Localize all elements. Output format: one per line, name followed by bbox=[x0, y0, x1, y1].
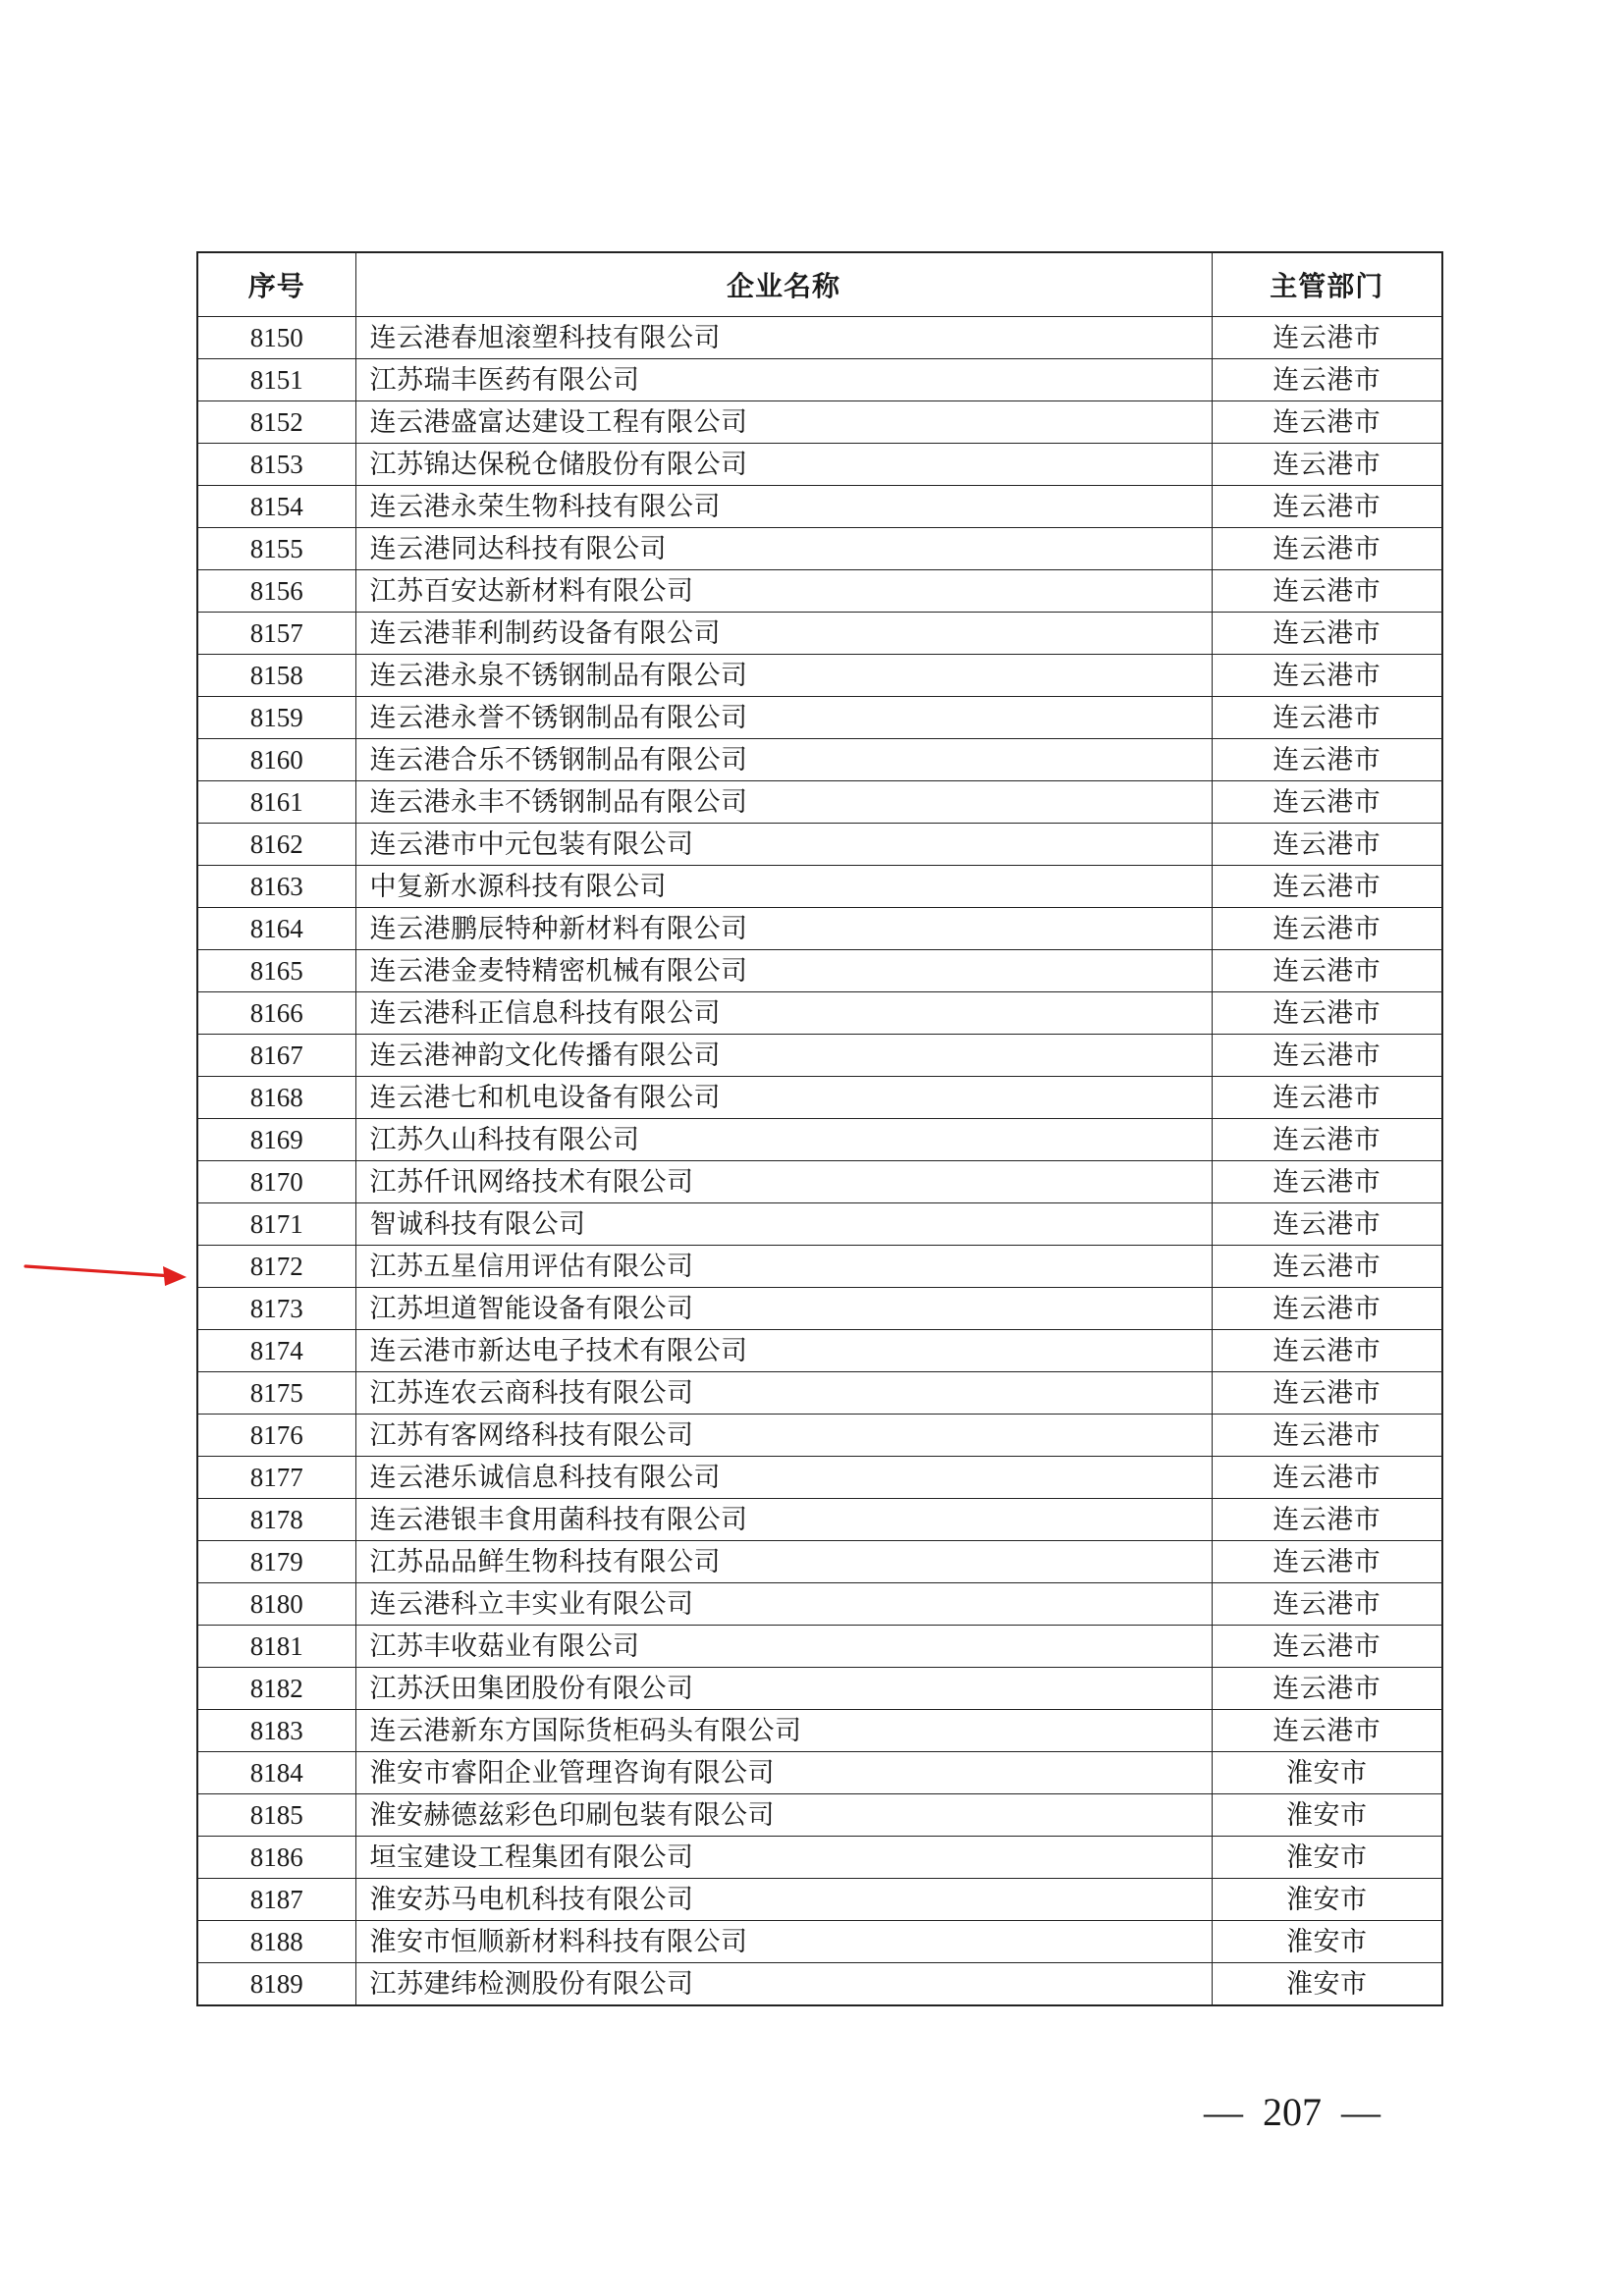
serial-number-cell: 8187 bbox=[197, 1879, 355, 1921]
enterprise-name-cell: 连云港永丰不锈钢制品有限公司 bbox=[355, 781, 1212, 824]
department-cell: 连云港市 bbox=[1212, 401, 1442, 444]
serial-number-cell: 8159 bbox=[197, 697, 355, 739]
enterprise-name-cell: 连云港盛富达建设工程有限公司 bbox=[355, 401, 1212, 444]
enterprise-name-cell: 江苏沃田集团股份有限公司 bbox=[355, 1668, 1212, 1710]
table-row bbox=[197, 1668, 1442, 1710]
serial-number-cell: 8161 bbox=[197, 781, 355, 824]
department-cell: 连云港市 bbox=[1212, 613, 1442, 655]
department-cell: 连云港市 bbox=[1212, 950, 1442, 992]
header-row bbox=[197, 252, 1442, 317]
table-row bbox=[197, 739, 1442, 781]
serial-number-cell: 8153 bbox=[197, 444, 355, 486]
header-department: 主管部门 bbox=[1212, 252, 1442, 317]
enterprise-name-cell: 连云港市新达电子技术有限公司 bbox=[355, 1330, 1212, 1372]
serial-number-cell: 8156 bbox=[197, 570, 355, 613]
serial-number-cell: 8183 bbox=[197, 1710, 355, 1752]
serial-number-cell: 8154 bbox=[197, 486, 355, 528]
serial-number-cell: 8185 bbox=[197, 1794, 355, 1837]
serial-number-cell: 8175 bbox=[197, 1372, 355, 1415]
table-row bbox=[197, 1119, 1442, 1161]
department-cell: 连云港市 bbox=[1212, 824, 1442, 866]
enterprise-name-cell: 连云港七和机电设备有限公司 bbox=[355, 1077, 1212, 1119]
enterprise-name-cell: 江苏久山科技有限公司 bbox=[355, 1119, 1212, 1161]
department-cell: 淮安市 bbox=[1212, 1963, 1442, 2006]
page-number: — 207 — bbox=[1204, 2090, 1380, 2134]
serial-number-cell: 8184 bbox=[197, 1752, 355, 1794]
serial-number-cell: 8172 bbox=[197, 1246, 355, 1288]
table-row bbox=[197, 824, 1442, 866]
table-body bbox=[197, 317, 1442, 2006]
department-cell: 连云港市 bbox=[1212, 1288, 1442, 1330]
department-cell: 连云港市 bbox=[1212, 1541, 1442, 1583]
serial-number-cell: 8178 bbox=[197, 1499, 355, 1541]
serial-number-cell: 8166 bbox=[197, 992, 355, 1035]
department-cell: 连云港市 bbox=[1212, 317, 1442, 359]
department-cell: 连云港市 bbox=[1212, 992, 1442, 1035]
enterprise-name-cell: 垣宝建设工程集团有限公司 bbox=[355, 1837, 1212, 1879]
serial-number-cell: 8188 bbox=[197, 1921, 355, 1963]
serial-number-cell: 8150 bbox=[197, 317, 355, 359]
serial-number-cell: 8180 bbox=[197, 1583, 355, 1626]
table-row bbox=[197, 1794, 1442, 1837]
department-cell: 连云港市 bbox=[1212, 486, 1442, 528]
serial-number-cell: 8186 bbox=[197, 1837, 355, 1879]
table-row bbox=[197, 1246, 1442, 1288]
department-cell: 连云港市 bbox=[1212, 655, 1442, 697]
enterprise-name-cell: 连云港合乐不锈钢制品有限公司 bbox=[355, 739, 1212, 781]
table-row bbox=[197, 1921, 1442, 1963]
enterprise-name-cell: 淮安赫德兹彩色印刷包装有限公司 bbox=[355, 1794, 1212, 1837]
department-cell: 连云港市 bbox=[1212, 1330, 1442, 1372]
enterprise-name-cell: 连云港科立丰实业有限公司 bbox=[355, 1583, 1212, 1626]
department-cell: 连云港市 bbox=[1212, 1119, 1442, 1161]
header-enterprise-name: 企业名称 bbox=[355, 252, 1212, 317]
department-cell: 连云港市 bbox=[1212, 1077, 1442, 1119]
enterprise-name-cell: 江苏百安达新材料有限公司 bbox=[355, 570, 1212, 613]
table-row bbox=[197, 1583, 1442, 1626]
table-row bbox=[197, 697, 1442, 739]
serial-number-cell: 8165 bbox=[197, 950, 355, 992]
enterprise-name-cell: 连云港同达科技有限公司 bbox=[355, 528, 1212, 570]
department-cell: 连云港市 bbox=[1212, 739, 1442, 781]
serial-number-cell: 8177 bbox=[197, 1457, 355, 1499]
table-row bbox=[197, 1077, 1442, 1119]
enterprise-name-cell: 江苏瑞丰医药有限公司 bbox=[355, 359, 1212, 401]
enterprise-name-cell: 江苏有客网络科技有限公司 bbox=[355, 1415, 1212, 1457]
enterprise-name-cell: 江苏丰收菇业有限公司 bbox=[355, 1626, 1212, 1668]
enterprise-name-cell: 连云港春旭滚塑科技有限公司 bbox=[355, 317, 1212, 359]
department-cell: 连云港市 bbox=[1212, 1246, 1442, 1288]
enterprise-name-cell: 连云港市中元包装有限公司 bbox=[355, 824, 1212, 866]
table-row bbox=[197, 317, 1442, 359]
serial-number-cell: 8169 bbox=[197, 1119, 355, 1161]
enterprise-name-cell: 江苏坦道智能设备有限公司 bbox=[355, 1288, 1212, 1330]
table-row bbox=[197, 866, 1442, 908]
serial-number-cell: 8174 bbox=[197, 1330, 355, 1372]
enterprise-name-cell: 中复新水源科技有限公司 bbox=[355, 866, 1212, 908]
serial-number-cell: 8171 bbox=[197, 1203, 355, 1246]
table-row bbox=[197, 1161, 1442, 1203]
serial-number-cell: 8157 bbox=[197, 613, 355, 655]
serial-number-cell: 8160 bbox=[197, 739, 355, 781]
table-row bbox=[197, 1372, 1442, 1415]
department-cell: 淮安市 bbox=[1212, 1794, 1442, 1837]
enterprise-name-cell: 连云港永荣生物科技有限公司 bbox=[355, 486, 1212, 528]
department-cell: 连云港市 bbox=[1212, 1583, 1442, 1626]
enterprise-name-cell: 智诚科技有限公司 bbox=[355, 1203, 1212, 1246]
enterprise-name-cell: 连云港新东方国际货柜码头有限公司 bbox=[355, 1710, 1212, 1752]
enterprise-name-cell: 江苏仟讯网络技术有限公司 bbox=[355, 1161, 1212, 1203]
table-row bbox=[197, 1330, 1442, 1372]
serial-number-cell: 8173 bbox=[197, 1288, 355, 1330]
table-row bbox=[197, 1541, 1442, 1583]
table-row bbox=[197, 1963, 1442, 2006]
department-cell: 淮安市 bbox=[1212, 1837, 1442, 1879]
serial-number-cell: 8189 bbox=[197, 1963, 355, 2006]
table-row bbox=[197, 655, 1442, 697]
serial-number-cell: 8167 bbox=[197, 1035, 355, 1077]
enterprise-name-cell: 连云港乐诚信息科技有限公司 bbox=[355, 1457, 1212, 1499]
table-row bbox=[197, 570, 1442, 613]
serial-number-cell: 8168 bbox=[197, 1077, 355, 1119]
department-cell: 连云港市 bbox=[1212, 528, 1442, 570]
arrow-shaft bbox=[26, 1266, 173, 1276]
department-cell: 淮安市 bbox=[1212, 1752, 1442, 1794]
table-row bbox=[197, 950, 1442, 992]
serial-number-cell: 8162 bbox=[197, 824, 355, 866]
enterprise-name-cell: 连云港神韵文化传播有限公司 bbox=[355, 1035, 1212, 1077]
department-cell: 连云港市 bbox=[1212, 570, 1442, 613]
enterprise-table bbox=[196, 251, 1443, 2006]
table-row bbox=[197, 613, 1442, 655]
table-row bbox=[197, 486, 1442, 528]
serial-number-cell: 8151 bbox=[197, 359, 355, 401]
enterprise-name-cell: 淮安苏马电机科技有限公司 bbox=[355, 1879, 1212, 1921]
department-cell: 连云港市 bbox=[1212, 1457, 1442, 1499]
table-row bbox=[197, 781, 1442, 824]
department-cell: 淮安市 bbox=[1212, 1921, 1442, 1963]
table-row bbox=[197, 1288, 1442, 1330]
enterprise-name-cell: 连云港永泉不锈钢制品有限公司 bbox=[355, 655, 1212, 697]
serial-number-cell: 8158 bbox=[197, 655, 355, 697]
table-row bbox=[197, 401, 1442, 444]
header-serial-number: 序号 bbox=[197, 252, 355, 317]
table-header bbox=[197, 252, 1442, 317]
enterprise-name-cell: 连云港菲利制药设备有限公司 bbox=[355, 613, 1212, 655]
serial-number-cell: 8152 bbox=[197, 401, 355, 444]
serial-number-cell: 8181 bbox=[197, 1626, 355, 1668]
table-row bbox=[197, 1879, 1442, 1921]
department-cell: 连云港市 bbox=[1212, 1710, 1442, 1752]
table-row bbox=[197, 1499, 1442, 1541]
department-cell: 连云港市 bbox=[1212, 908, 1442, 950]
table-row bbox=[197, 1203, 1442, 1246]
department-cell: 连云港市 bbox=[1212, 1626, 1442, 1668]
enterprise-name-cell: 江苏品品鲜生物科技有限公司 bbox=[355, 1541, 1212, 1583]
department-cell: 连云港市 bbox=[1212, 444, 1442, 486]
table-row bbox=[197, 908, 1442, 950]
enterprise-name-cell: 江苏连农云商科技有限公司 bbox=[355, 1372, 1212, 1415]
table-row bbox=[197, 528, 1442, 570]
enterprise-name-cell: 连云港金麦特精密机械有限公司 bbox=[355, 950, 1212, 992]
serial-number-cell: 8182 bbox=[197, 1668, 355, 1710]
enterprise-name-cell: 连云港科正信息科技有限公司 bbox=[355, 992, 1212, 1035]
table-row bbox=[197, 1752, 1442, 1794]
table-row bbox=[197, 1035, 1442, 1077]
enterprise-name-cell: 江苏建纬检测股份有限公司 bbox=[355, 1963, 1212, 2006]
enterprise-name-cell: 淮安市睿阳企业管理咨询有限公司 bbox=[355, 1752, 1212, 1794]
serial-number-cell: 8179 bbox=[197, 1541, 355, 1583]
department-cell: 连云港市 bbox=[1212, 1499, 1442, 1541]
table-row bbox=[197, 444, 1442, 486]
serial-number-cell: 8176 bbox=[197, 1415, 355, 1457]
enterprise-name-cell: 淮安市恒顺新材料科技有限公司 bbox=[355, 1921, 1212, 1963]
red-arrow-icon bbox=[20, 1255, 196, 1290]
department-cell: 连云港市 bbox=[1212, 1372, 1442, 1415]
department-cell: 连云港市 bbox=[1212, 781, 1442, 824]
department-cell: 连云港市 bbox=[1212, 1035, 1442, 1077]
department-cell: 连云港市 bbox=[1212, 1415, 1442, 1457]
department-cell: 连云港市 bbox=[1212, 1203, 1442, 1246]
enterprise-name-cell: 江苏锦达保税仓储股份有限公司 bbox=[355, 444, 1212, 486]
table-row bbox=[197, 1457, 1442, 1499]
table-row bbox=[197, 359, 1442, 401]
table-row bbox=[197, 1710, 1442, 1752]
table-row bbox=[197, 1415, 1442, 1457]
department-cell: 连云港市 bbox=[1212, 697, 1442, 739]
department-cell: 连云港市 bbox=[1212, 1161, 1442, 1203]
serial-number-cell: 8155 bbox=[197, 528, 355, 570]
table-row bbox=[197, 992, 1442, 1035]
arrow-head bbox=[163, 1266, 187, 1286]
table-row bbox=[197, 1626, 1442, 1668]
department-cell: 连云港市 bbox=[1212, 866, 1442, 908]
serial-number-cell: 8163 bbox=[197, 866, 355, 908]
table-row bbox=[197, 1837, 1442, 1879]
department-cell: 连云港市 bbox=[1212, 1668, 1442, 1710]
enterprise-name-cell: 连云港永誉不锈钢制品有限公司 bbox=[355, 697, 1212, 739]
department-cell: 连云港市 bbox=[1212, 359, 1442, 401]
enterprise-name-cell: 江苏五星信用评估有限公司 bbox=[355, 1246, 1212, 1288]
serial-number-cell: 8170 bbox=[197, 1161, 355, 1203]
enterprise-name-cell: 连云港银丰食用菌科技有限公司 bbox=[355, 1499, 1212, 1541]
serial-number-cell: 8164 bbox=[197, 908, 355, 950]
enterprise-name-cell: 连云港鹏辰特种新材料有限公司 bbox=[355, 908, 1212, 950]
department-cell: 淮安市 bbox=[1212, 1879, 1442, 1921]
